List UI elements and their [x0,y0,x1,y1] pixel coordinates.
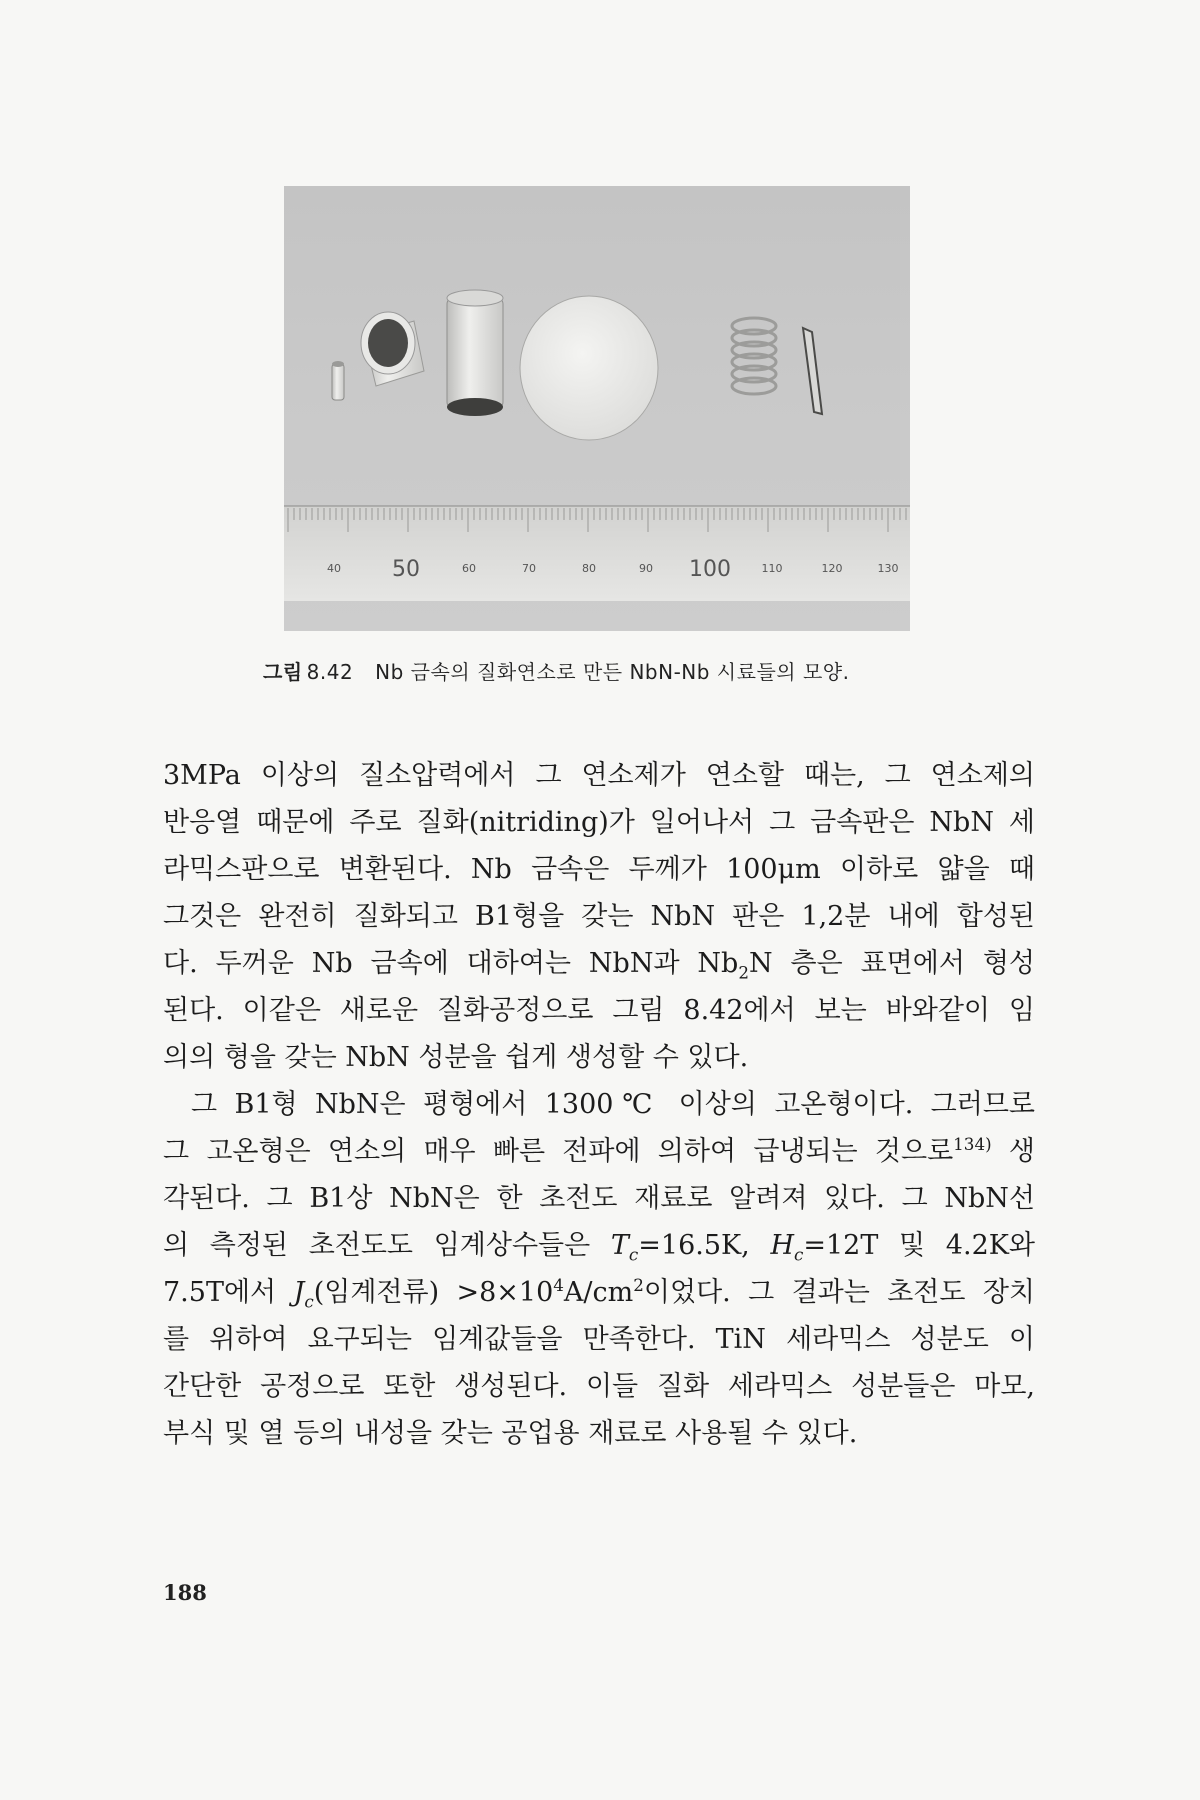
figure-photo [284,186,910,631]
text-fragment: (임계전류) >8×10 [313,1277,554,1308]
text-fragment: A/cm [563,1277,634,1308]
italic-symbol: H [770,1230,794,1261]
text-line: 라믹스판으로 변환된다. Nb 금속은 두께가 100μm 이하로 얇을 때 [163,854,1035,885]
text-line: 그 B1형 NbN은 평형에서 1300℃ 이상의 고온형이다. 그러므로 [191,1089,1035,1120]
disc-sample [520,296,658,440]
text-line: 부식 및 열 등의 내성을 갖는 공업용 재료로 사용될 수 있다. [163,1418,858,1449]
ruler-number: 120 [821,562,843,575]
italic-symbol: J [293,1277,305,1308]
text-line: 된다. 이같은 새로운 질화공정으로 그림 8.42에서 보는 바와같이 임 [163,995,1035,1026]
text-line: 간단한 공정으로 또한 생성된다. 이들 질화 세라믹스 성분들은 마모, [163,1371,1035,1402]
ruler-number: 90 [639,562,653,575]
caption-text: Nb 금속의 질화연소로 만든 NbN-Nb 시료들의 모양. [375,660,850,684]
figure-caption [263,656,963,685]
text-fragment: =16.5K, [638,1230,771,1261]
ruler-number: 130 [877,562,899,575]
small-tube-sample [332,361,344,400]
page-number: 188 [163,1580,207,1605]
italic-subscript: c [628,1244,639,1265]
text-fragment: N 층은 표면에서 형성 [749,948,1035,979]
text-line: 를 위하여 요구되는 임계값들을 만족한다. TiN 세라믹스 성분도 이 [163,1324,1035,1355]
paragraph-2 [163,1081,1035,1457]
text-fragment: 생 [991,1136,1035,1167]
text-line: 각된다. 그 B1상 NbN은 한 초전도 재료로 알려져 있다. 그 NbN선 [163,1183,1035,1214]
text-fragment: 다. 두꺼운 Nb 금속에 대하여는 NbN과 Nb [163,948,739,979]
text-line [163,1128,1035,1175]
superscript: 4 [553,1275,564,1295]
text-fragment: 7.5T에서 [163,1277,294,1308]
text-line: 반응열 때문에 주로 질화(nitriding)가 일어나서 그 금속판은 NbN 세 [163,807,1035,838]
body-text [163,752,1035,1457]
ruler-number: 40 [327,562,341,575]
text-fragment: 이었다. 그 결과는 초전도 장치 [643,1277,1035,1308]
text-fragment: 그 고온형은 연소의 매우 빠른 전파에 의하여 급냉되는 것으로 [163,1136,954,1167]
text-line [163,1269,1035,1316]
subscript [629,1244,638,1264]
subscript: 2 [738,962,749,983]
caption-number: 8.42 [306,660,354,684]
caption-label: 그림 [263,660,303,684]
ring-sample [361,312,424,386]
superscript: 2 [633,1275,644,1295]
text-fragment: 의 측정된 초전도도 임계상수들은 [163,1230,611,1261]
subscript [794,1244,803,1264]
italic-subscript: c [304,1291,314,1312]
text-line: 의의 형을 갖는 NbN 성분을 쉽게 생성할 수 있다. [163,1042,749,1073]
ruler-number: 70 [522,562,536,575]
ruler-number: 80 [582,562,596,575]
tall-tube-sample [447,290,503,416]
ruler-number: 100 [689,557,731,582]
italic-symbol: T [610,1230,629,1261]
text-fragment: =12T 및 4.2K와 [803,1230,1035,1261]
paragraph-1 [163,752,1035,1081]
text-line: 3MPa 이상의 질소압력에서 그 연소제가 연소할 때는, 그 연소제의 [163,760,1035,791]
ruler-number: 110 [761,562,783,575]
text-line [163,1222,1035,1269]
italic-subscript: c [794,1244,804,1265]
subscript [304,1291,313,1311]
reference-superscript: 134) [953,1134,992,1154]
text-line: 그것은 완전히 질화되고 B1형을 갖는 NbN 판은 1,2분 내에 합성된 [163,901,1035,932]
coil-sample [732,318,776,394]
ruler-number: 50 [392,557,420,582]
ruler-number: 60 [462,562,476,575]
ruler [284,506,910,601]
strip-sample [803,328,822,414]
text-line [163,940,1035,987]
